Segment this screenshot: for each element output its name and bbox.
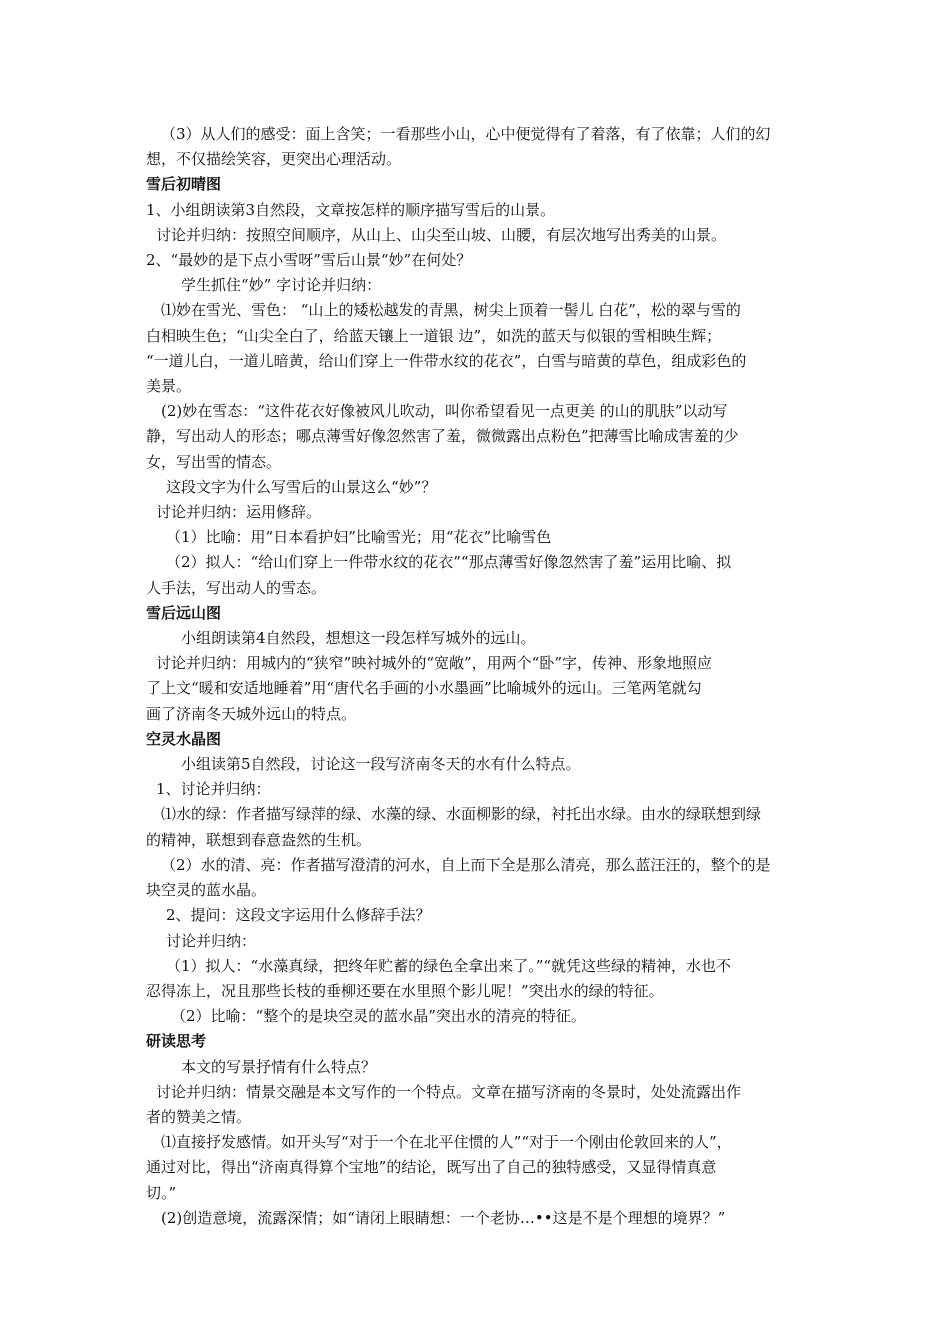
text-line: （1）比喻：用“日本看护妇”比喻雪光；用“花衣”比喻雪色 xyxy=(166,528,552,547)
text-line: 讨论并归纳：情景交融是本文写作的一个特点。文章在描写济南的冬景时，处处流露出作 xyxy=(156,1082,742,1101)
text-line: 讨论并归纳： xyxy=(166,931,257,950)
text-line: (2)妙在雪态：“这件花衣好像被风儿吹动，叫你希望看见一点更美 的山的肌肤”以动写 xyxy=(161,402,728,421)
text-line: （1）拟人：“水藻真绿，把终年贮蓄的绿色全拿出来了。”“就凭这些绿的精神，水也不 xyxy=(166,956,732,975)
text-line: 画了济南冬天城外远山的特点。 xyxy=(146,704,357,723)
text-line: 块空灵的蓝水晶。 xyxy=(146,881,267,900)
text-line: 者的赞美之情。 xyxy=(146,1107,252,1126)
text-line: 了上文“暖和安适地睡着”用“唐代名手画的小水墨画”比喻城外的远山。三笔两笔就勾 xyxy=(146,679,702,698)
section-heading: 空灵水晶图 xyxy=(146,729,222,748)
text-line: 1、讨论并归纳： xyxy=(156,780,271,799)
text-line: 通过对比，得出“济南真得算个宝地”的结论，既写出了自己的独特感受，又显得情真意 xyxy=(146,1158,717,1177)
text-line: 学生抓住“妙” 字讨论并归纳： xyxy=(181,276,382,295)
text-line: （3）从人们的感受：面上含笑；一看那些小山，心中便觉得有了着落，有了依靠；人们的幻 xyxy=(161,125,771,143)
text-line: 忍得冻上，况且那些长枝的垂柳还要在水里照个影儿呢！”突出水的绿的特征。 xyxy=(146,981,664,1000)
text-line: 美景。 xyxy=(146,377,192,396)
text-line: 人手法，写出动人的雪态。 xyxy=(146,578,327,597)
text-line: ⑴水的绿：作者描写绿萍的绿、水藻的绿、水面柳影的绿，衬托出水绿。由水的绿联想到绿 xyxy=(161,805,762,824)
text-line: 2、“最妙的是下点小雪呀”雪后山景“妙”在何处？ xyxy=(146,251,472,270)
text-line: 白相映生色；“山尖全白了，给蓝天镶上一道银 边”，如洗的蓝天与似银的雪相映生辉； xyxy=(146,326,722,345)
section-heading: 研读思考 xyxy=(146,1032,207,1051)
text-line: （2）比喻：“整个的是块空灵的蓝水晶”突出水的清亮的特征。 xyxy=(171,1007,586,1026)
text-line: 小组读第5自然段，讨论这一段写济南冬天的水有什么特点。 xyxy=(181,755,581,774)
text-line: （2）水的清、亮：作者描写澄清的河水，自上而下全是那么清亮，那么蓝汪汪的，整个的是 xyxy=(161,855,771,874)
text-line: （2）拟人：“给山们穿上一件带水纹的花衣”“那点薄雪好像忽然害了羞”运用比喻、拟 xyxy=(166,553,732,572)
text-line: 切。” xyxy=(146,1183,177,1202)
text-line: ⑴妙在雪光、雪色： “山上的矮松越发的青黑，树尖上顶着一髻儿 白花”，松的翠与雪的 xyxy=(161,301,741,320)
text-line: 讨论并归纳：用城内的“狭窄”映衬城外的“宽敞”，用两个“卧”字，传神、形象地照应 xyxy=(156,654,713,673)
text-line: 想，不仅描绘笑容，更突出心理活动。 xyxy=(146,150,402,169)
text-line: 的精神，联想到春意盎然的生机。 xyxy=(146,830,372,849)
section-heading: 雪后初晴图 xyxy=(146,175,222,194)
text-line: 小组朗读第4自然段，想想这一段怎样写城外的远山。 xyxy=(181,629,536,648)
document-body xyxy=(146,122,826,1231)
text-line: 2、提问：这段文字运用什么修辞手法？ xyxy=(166,906,431,925)
text-line: 讨论并归纳：按照空间顺序，从山上、山尖至山坡、山腰，有层次地写出秀美的山景。 xyxy=(156,225,727,244)
text-line: 讨论并归纳：运用修辞。 xyxy=(156,503,322,522)
section-heading: 雪后远山图 xyxy=(146,603,222,622)
text-line: 静，写出动人的形态；哪点薄雪好像忽然害了羞，微微露出点粉色”把薄雪比喻成害羞的少 xyxy=(146,427,739,446)
text-line: 这段文字为什么写雪后的山景这么“妙”？ xyxy=(166,477,437,496)
text-line: 本文的写景抒情有什么特点？ xyxy=(181,1057,377,1076)
text-line: 女，写出雪的情态。 xyxy=(146,452,282,471)
text-line: “一道儿白，一道儿暗黄，给山们穿上一件带水纹的花衣”，白雪与暗黄的草色，组成彩色的 xyxy=(146,351,747,370)
text-line: ⑴直接抒发感情。如开头写“对于一个在北平住惯的人”“对于一个刚由伦敦回来的人”， xyxy=(161,1133,732,1152)
text-line: (2)创造意境，流露深情；如“请闭上眼睛想：一个老协…••这是不是个理想的境界？” xyxy=(161,1208,726,1227)
text-line: 1、小组朗读第3自然段，文章按怎样的顺序描写雪后的山景。 xyxy=(146,200,556,219)
